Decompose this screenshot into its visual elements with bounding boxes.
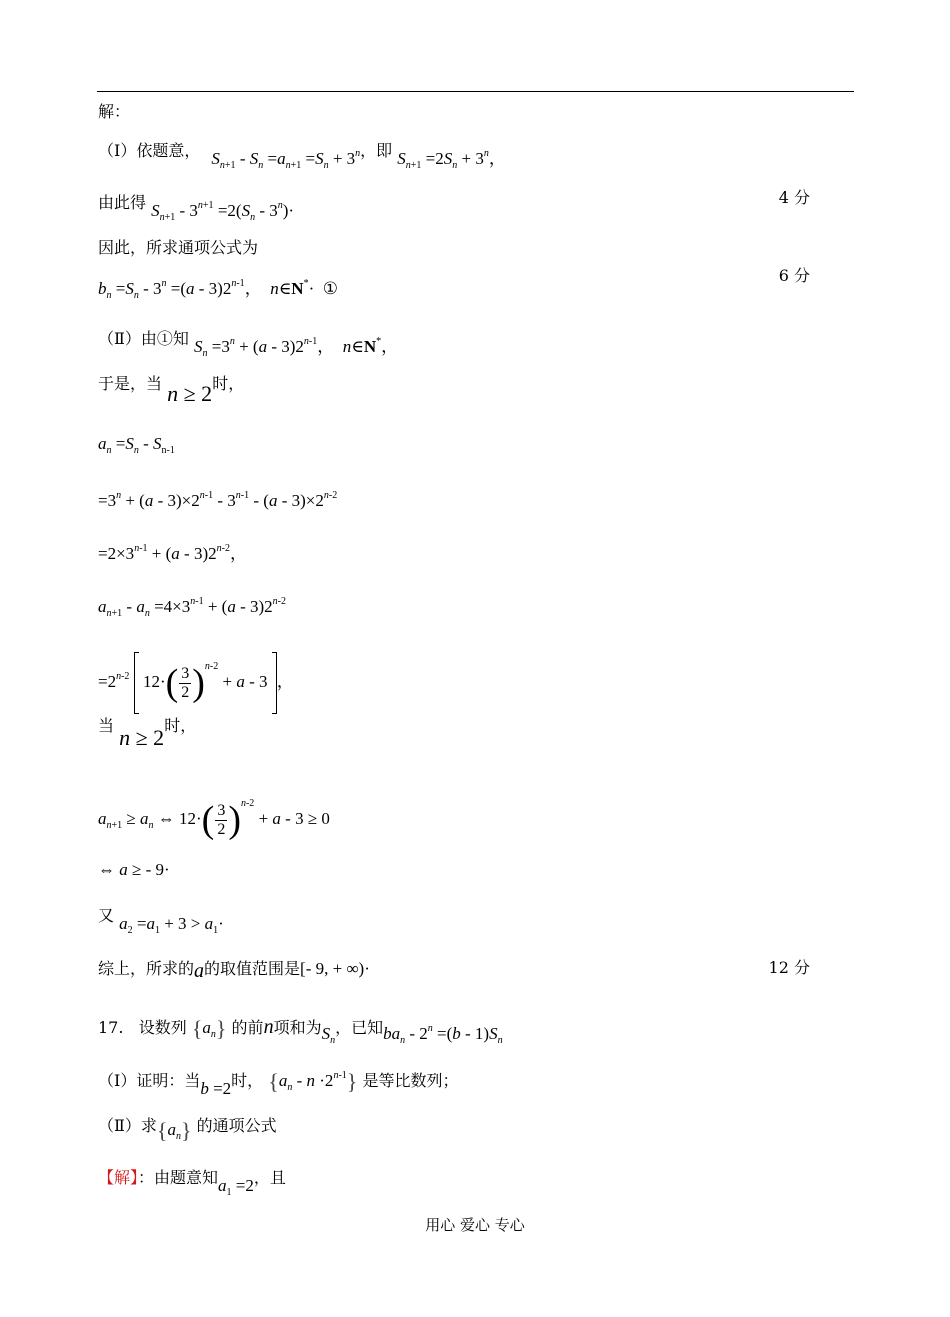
answer-label: 【解】: [98, 1168, 139, 1187]
summary-mid: 的取值范围是: [204, 959, 301, 978]
therefore-label: 因此，所求通项公式为: [98, 238, 259, 257]
score: 12 分: [768, 958, 810, 977]
formula: $b_n =S_n - 3^n =(a - 3)2^{n-1}$， n∈N*· ①: [98, 278, 338, 301]
formula: $S_{n+1} - 3^{n+1} =2(S_n - 3^n)\cdot$: [151, 200, 295, 223]
formula: $\{a_n\}$: [191, 1016, 227, 1042]
problem-intro: 设数列: [138, 1018, 187, 1037]
part1-line: [98, 134, 506, 170]
problem-text: 项和为: [273, 1018, 322, 1037]
answer-end: ，且: [253, 1168, 286, 1187]
problem-17: [98, 1011, 503, 1047]
derive-line: [98, 186, 294, 222]
problem-part1-label: （Ⅰ）证明：当: [98, 1071, 201, 1090]
problem-text: 的前: [231, 1018, 264, 1037]
formula-result: [98, 858, 170, 882]
problem-number: 17.: [98, 1018, 124, 1037]
header-rule: [97, 91, 854, 92]
solution-label: 解：: [98, 102, 131, 121]
part2-line: [98, 322, 398, 358]
when-suffix: 时，: [164, 716, 197, 735]
formula: $\{a_n - n \cdot 2^{n-1}\}$: [268, 1069, 358, 1095]
formula: [- 9, + ∞)·: [300, 959, 370, 978]
summary-line: [98, 956, 370, 981]
formula: $a_1 =2$: [218, 1176, 254, 1198]
when-label: 于是，当: [98, 374, 163, 393]
also-line: [98, 904, 224, 935]
answer-line: [98, 1166, 286, 1197]
problem-part2: [98, 1114, 277, 1145]
formula: n ≥ 2: [119, 725, 165, 750]
formula-expand1: [98, 484, 337, 513]
part2-label: （Ⅱ）由①知: [98, 329, 189, 348]
problem-part1-mid: 时，: [231, 1071, 264, 1090]
problem-part1-end: 是等比数列；: [362, 1071, 459, 1090]
formula: $a_{n+1} - a_n =4\times 3^{n-1} + (a - 3)2^{n-2}$: [98, 596, 287, 619]
part1-mid: ，即: [360, 141, 393, 160]
part1-label: （Ⅰ）依题意，: [98, 141, 201, 160]
problem-part1: [98, 1064, 458, 1100]
when-suffix: 时，: [212, 374, 245, 393]
formula: $ba_n - 2^n =(b - 1)S_n$: [383, 1023, 503, 1046]
when2-label: 当: [98, 716, 115, 735]
formula: $a_n =S_n - S_{n-1}$: [98, 434, 175, 456]
problem-text: ，已知: [335, 1018, 384, 1037]
formula-factor: [98, 636, 294, 714]
formula: $=2\times 3^{n-1} + (a - 3)2^{n-2}$，: [98, 543, 247, 563]
problem-part2-label: （Ⅱ）求: [98, 1116, 157, 1135]
left-bracket: [134, 652, 139, 714]
formula: $=3^n + (a - 3)\times 2^{n-1} - 3^{n-1} - (a - 3)\times 2^{n-2}$: [98, 490, 338, 510]
page-footer: 用心 爱心 专心: [425, 1216, 525, 1234]
formula: $S_n =3^n + (a - 3)2^{n-1}$， n∈N*，: [193, 336, 399, 359]
formula: $\{a_n\}$: [156, 1118, 192, 1144]
problem-part2-end: 的通项公式: [196, 1116, 277, 1135]
formula: $S_{n+1} =2S_n + 3^n$，: [397, 148, 506, 171]
formula-diff: [98, 590, 286, 626]
formula: n: [263, 1016, 274, 1038]
score: 4 分: [778, 188, 810, 207]
formula-an: [98, 432, 175, 463]
formula: $a_{n+1} \ge a_n$ ⇔ 12·( $\frac{3}{2}$ )$^{n-2}$ + a - 3 ≥ 0: [98, 798, 330, 842]
when-line: [98, 370, 245, 406]
formula: $a_2 =a_1 + 3 > a_1\cdot$: [119, 914, 224, 936]
formula-expand2: [98, 537, 247, 566]
also-label: 又: [98, 906, 115, 925]
formula-bn: [98, 272, 338, 308]
formula: $=2^{n-2}$ 12·( $\frac{3}{2}$ )$^{n-2}$ + a - 3 ，: [98, 636, 294, 714]
when2-line: [98, 712, 197, 750]
formula: b =2: [200, 1079, 232, 1098]
score: 6 分: [778, 266, 810, 285]
summary-label: 综上，所求的: [98, 959, 195, 978]
right-bracket: [272, 652, 277, 714]
formula: n ≥ 2: [167, 381, 213, 406]
formula: $S_{n+1} - S_n =a_{n+1} =S_n + 3^n$: [211, 148, 361, 171]
formula-ineq: [98, 776, 330, 854]
formula: ⇔ a ≥ - 9·: [98, 860, 170, 879]
formula: $S_n$: [321, 1024, 336, 1046]
answer-text: ：由题意知: [138, 1168, 219, 1187]
derive-label: 由此得: [98, 193, 147, 212]
formula: a: [194, 960, 205, 982]
